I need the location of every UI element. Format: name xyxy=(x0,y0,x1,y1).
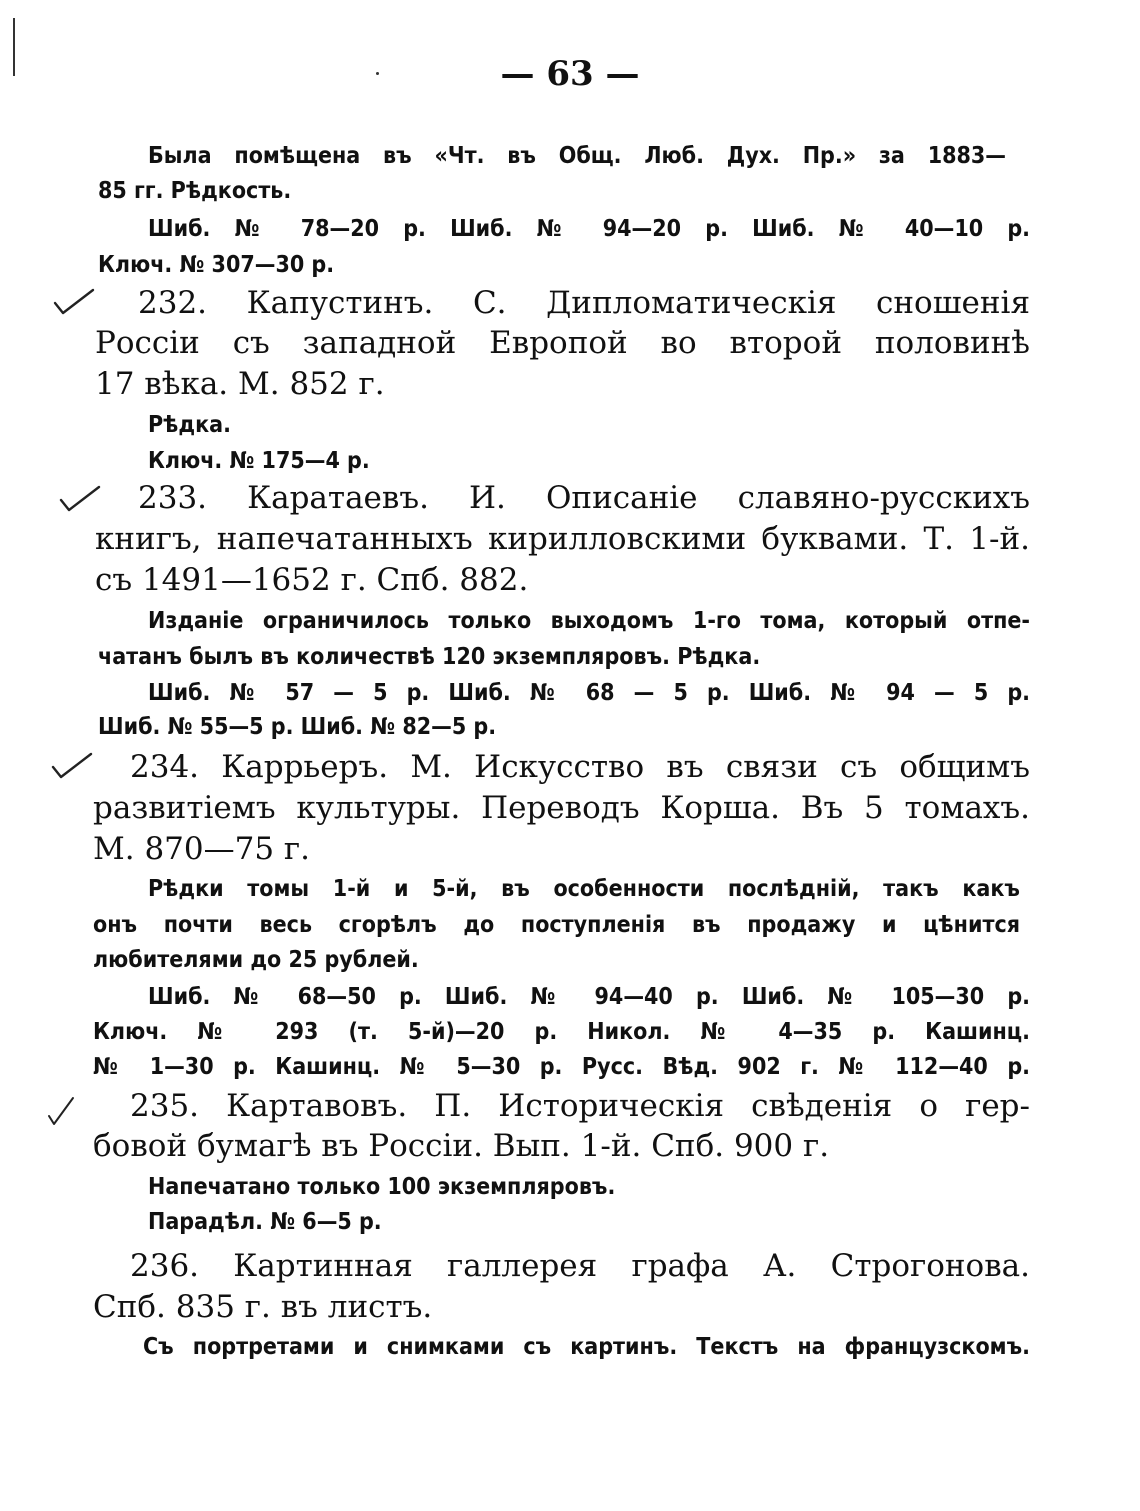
checkmark-icon xyxy=(58,484,102,514)
entry-235-title-line-2: бовой бумагѣ въ Россіи. Вып. 1-й. Спб. 900 г. xyxy=(93,1128,830,1164)
entry-236-title-line-1: 236. Картинная галлерея графа А. Строгонова. xyxy=(130,1248,1030,1284)
entry-236-note: Съ портретами и снимками съ картинъ. Текстъ на французскомъ. xyxy=(143,1334,1030,1360)
entry-233-note-line-2: чатанъ былъ въ количествѣ 120 экземпляровъ. Рѣдка. xyxy=(98,644,761,670)
entry-234-prices-line-3: № 1—30 р. Кашинц. № 5—30 р. Русс. Вѣд. 902 г. № 112—40 р. xyxy=(93,1054,1030,1080)
entry-236-title-line-2: Спб. 835 г. въ листъ. xyxy=(93,1289,433,1325)
checkmark-icon xyxy=(50,751,94,781)
checkmark-icon xyxy=(52,287,96,317)
entry-234-note-line-3: любителями до 25 рублей. xyxy=(93,947,419,973)
entry-233-title-line-1: 233. Каратаевъ. И. Описаніе славяно-русскихъ xyxy=(138,480,1030,516)
entry-232-prices: Ключ. № 175—4 р. xyxy=(148,448,370,474)
entry-234-title-line-1: 234. Каррьеръ. М. Искусство въ связи съ общимъ xyxy=(130,749,1030,785)
entry-233-title-line-2: книгъ, напечатанныхъ кирилловскими буквами. Т. 1-й. xyxy=(95,521,1030,557)
entry-234-note-line-2: онъ почти весь сгорѣлъ до поступленія въ продажу и цѣнится xyxy=(93,912,1020,938)
entry-235-title-line-1: 235. Картавовъ. П. Историческія свѣденія о гер- xyxy=(130,1088,1030,1124)
entry-233-title-line-3: съ 1491—1652 г. Спб. 882. xyxy=(95,562,529,598)
entry-232-note: Рѣдка. xyxy=(148,412,231,438)
entry-232-title-line-3: 17 вѣка. М. 852 г. xyxy=(95,366,385,402)
entry-231-prices-line-1: Шиб. № 78—20 р. Шиб. № 94—20 р. Шиб. № 40—10 р. xyxy=(148,216,1030,242)
entry-235-note: Напечатано только 100 экземпляровъ. xyxy=(148,1174,616,1200)
entry-233-note-line-1: Изданіе ограничилось только выходомъ 1-го тома, который отпе- xyxy=(148,608,1030,634)
entry-234-prices-line-2: Ключ. № 293 (т. 5-й)—20 р. Никол. № 4—35 р. Кашинц. xyxy=(93,1019,1030,1045)
entry-234-prices-line-1: Шиб. № 68—50 р. Шиб. № 94—40 р. Шиб. № 105—30 р. xyxy=(148,984,1030,1010)
entry-235-prices: Парадѣл. № 6—5 р. xyxy=(148,1209,382,1235)
entry-231-note-line-1: Была помѣщена въ «Чт. въ Общ. Люб. Дух. Пр.» за 1883— xyxy=(148,143,1006,169)
entry-233-prices-line-1: Шиб. № 57 — 5 р. Шиб. № 68 — 5 р. Шиб. № 94 — 5 р. xyxy=(148,680,1030,706)
entry-232-title-line-1: 232. Капустинъ. С. Дипломатическія сношенія xyxy=(138,285,1030,321)
entry-231-note-line-2: 85 гг. Рѣдкость. xyxy=(98,178,292,204)
page-number: — 63 — xyxy=(500,54,640,94)
entry-234-note-line-1: Рѣдки томы 1-й и 5-й, въ особенности послѣдній, такъ какъ xyxy=(148,876,1020,902)
entry-232-title-line-2: Россіи съ западной Европой во второй половинѣ xyxy=(95,325,1030,361)
entry-234-title-line-2: развитіемъ культуры. Переводъ Корша. Въ 5 томахъ. xyxy=(93,790,1030,826)
entry-233-prices-line-2: Шиб. № 55—5 р. Шиб. № 82—5 р. xyxy=(98,714,497,740)
entry-234-title-line-3: М. 870—75 г. xyxy=(93,831,311,867)
checkmark-icon xyxy=(46,1096,76,1126)
entry-231-prices-line-2: Ключ. № 307—30 р. xyxy=(98,252,335,278)
